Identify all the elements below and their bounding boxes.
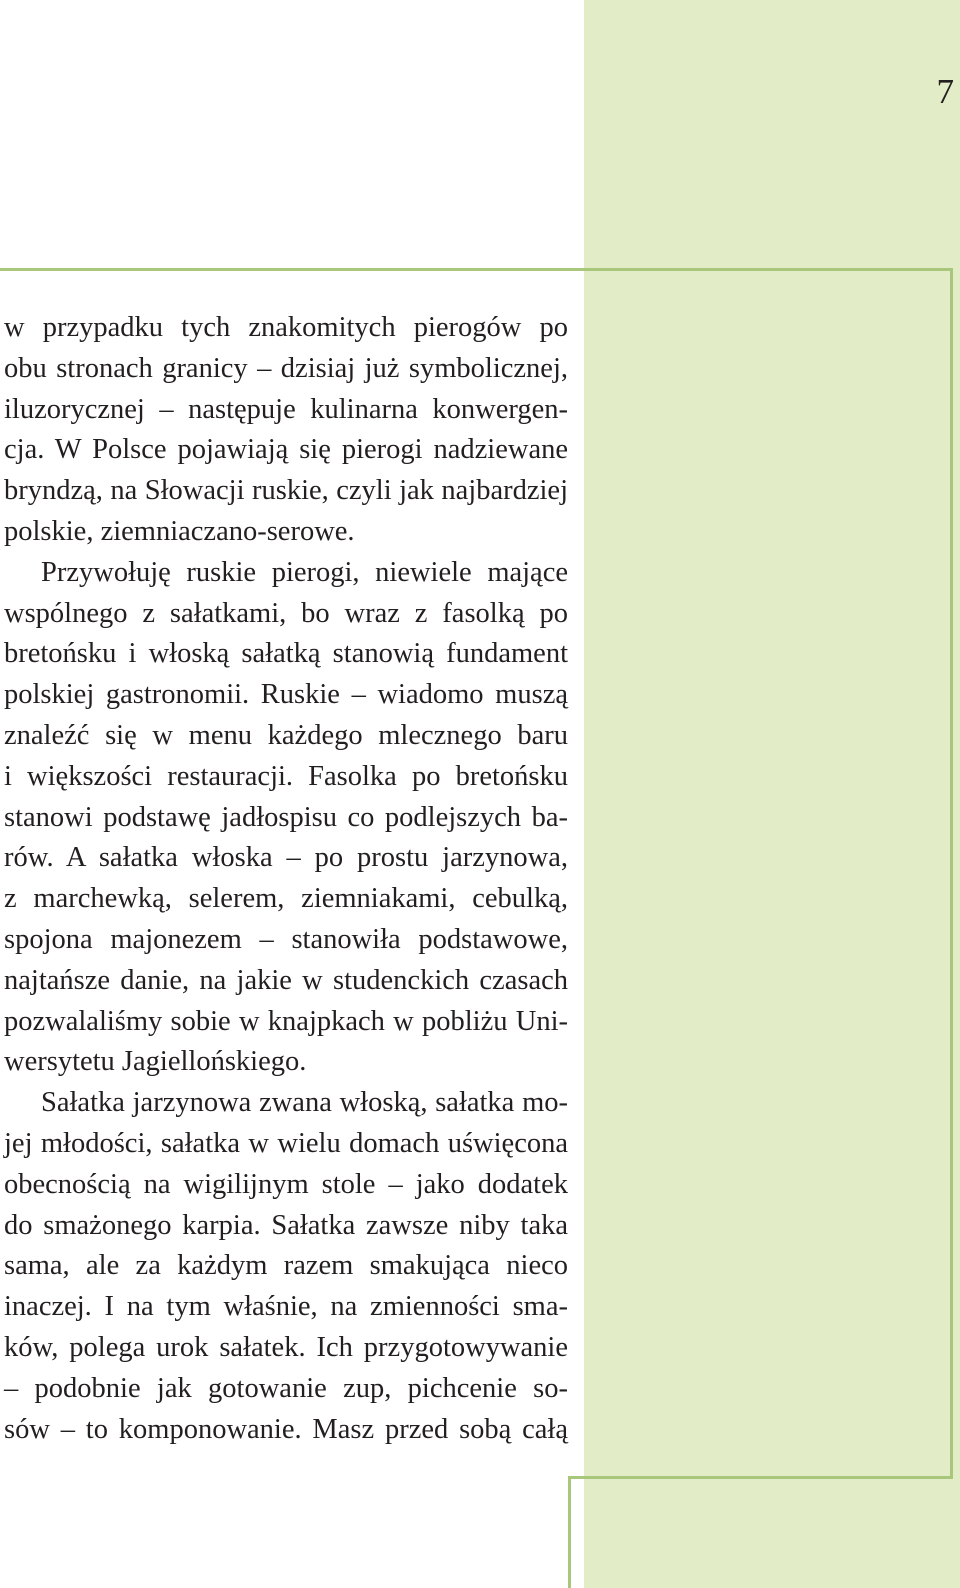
text-line: – podobnie jak gotowanie zup, pichcenie so- <box>4 1372 568 1404</box>
paragraph-3 <box>4 1083 568 1450</box>
frame-top-line <box>0 268 953 271</box>
text-line: sów – to komponowanie. Masz przed sobą całą <box>4 1413 568 1445</box>
text-line: stanowi podstawę jadłospisu co podlejszych ba- <box>4 801 568 833</box>
text-line: w przypadku tych znakomitych pierogów po <box>4 312 568 343</box>
text-line: do smażonego karpia. Sałatka zawsze niby taka <box>4 1209 568 1241</box>
text-line: wersytetu Jagiellońskiego. <box>4 1046 307 1078</box>
text-line: polskie, ziemniaczano-serowe. <box>4 515 355 547</box>
text-line: obecnością na wigilijnym stole – jako dodatek <box>4 1168 568 1200</box>
frame-right-line <box>950 268 953 1479</box>
frame-bottom-line <box>568 1476 953 1479</box>
text-line: obu stronach granicy – dzisiaj już symbolicznej, <box>4 352 568 384</box>
text-line: sama, ale za każdym razem smakująca nieco <box>4 1250 568 1282</box>
text-line: jej młodości, sałatka w wielu domach uświęcona <box>4 1127 568 1159</box>
text-line: ków, polega urok sałatek. Ich przygotowywanie <box>4 1331 568 1363</box>
paragraph-1 <box>4 308 568 553</box>
text-line: bretońsku i włoską sałatką stanowią fundament <box>4 638 568 670</box>
text-line: pozwalaliśmy sobie w knajpkach w pobliżu Uni- <box>4 1005 568 1037</box>
page-number: 7 <box>936 72 954 111</box>
text-line: iluzorycznej – następuje kulinarna konwergen- <box>4 393 568 425</box>
text-line: Przywołuję ruskie pierogi, niewiele mające <box>41 556 568 588</box>
text-line: najtańsze danie, na jakie w studenckich czasach <box>4 964 568 996</box>
text-line: inaczej. I na tym właśnie, na zmienności sma- <box>4 1291 568 1323</box>
body-text <box>4 308 568 1450</box>
text-line: Sałatka jarzynowa zwana włoską, sałatka mo- <box>41 1087 568 1119</box>
text-line: cja. W Polsce pojawiają się pierogi nadziewane <box>4 434 568 466</box>
text-line: rów. A sałatka włoska – po prostu jarzynowa, <box>4 842 568 874</box>
text-line: polskiej gastronomii. Ruskie – wiadomo muszą <box>4 679 568 711</box>
text-line: wspólnego z sałatkami, bo wraz z fasolką po <box>4 597 568 629</box>
decorative-green-panel <box>584 0 960 1588</box>
frame-corner-line <box>568 1476 571 1588</box>
text-line: z marchewką, selerem, ziemniakami, cebulką, <box>4 883 568 915</box>
paragraph-2 <box>4 553 568 1083</box>
text-line: spojona majonezem – stanowiła podstawowe, <box>4 923 568 955</box>
text-line: znaleźć się w menu każdego mlecznego baru <box>4 719 568 751</box>
text-line: bryndzą, na Słowacji ruskie, czyli jak najbardziej <box>4 475 568 507</box>
text-line: i większości restauracji. Fasolka po bretońsku <box>4 760 568 792</box>
